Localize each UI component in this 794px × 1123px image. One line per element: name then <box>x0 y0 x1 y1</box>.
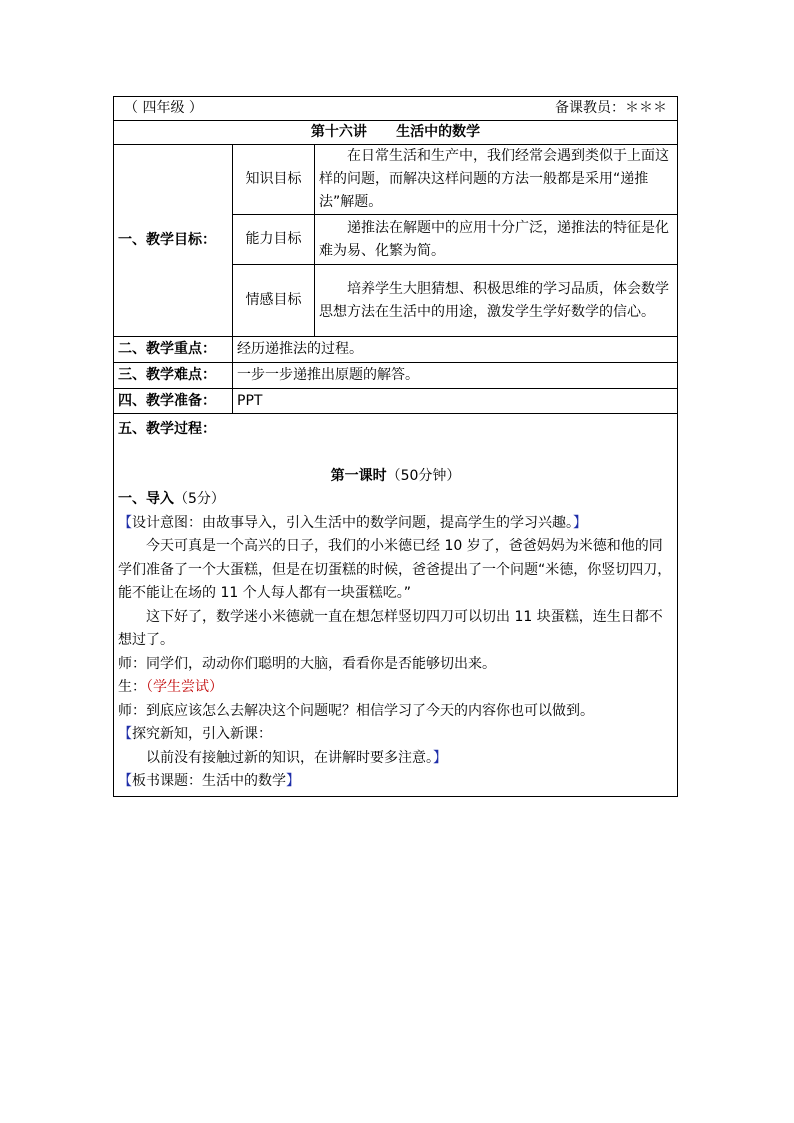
difficulty-label: 三、教学难点： <box>114 363 233 389</box>
lesson-plan-table <box>113 96 678 797</box>
objective-name-knowledge: 知识目标 <box>233 145 315 215</box>
objective-text-ability: 递推法在解题中的应用十分广泛，递推法的特征是化难为易、化繁为简。 <box>315 215 678 265</box>
lesson-title: 第十六讲 生活中的数学 <box>114 121 678 145</box>
key-point-row <box>114 337 678 363</box>
explore-body-text: 以前没有接触过新的知识，在讲解时要多注意。 <box>146 749 433 766</box>
design-text: 设计意图：由故事导入，引入生活中的数学问题，提高学生的学习兴趣。 <box>132 514 573 531</box>
objective-text-emotion: 培养学生大胆猜想、积极思维的学习品质，体会数学思想方法在生活中的用途，激发学生学好数学的信心。 <box>315 265 678 337</box>
explore-heading <box>118 723 673 747</box>
period-heading <box>118 465 673 489</box>
intro-title: 一、导入 <box>118 491 174 507</box>
preparation-label: 四、教学准备： <box>114 389 233 414</box>
objective-name-ability: 能力目标 <box>233 215 315 265</box>
objective-name-emotion: 情感目标 <box>233 265 315 337</box>
teacher-label: 备课教员：＊＊＊ <box>555 100 668 116</box>
board-bracket-close: 】 <box>286 773 300 789</box>
design-bracket-close: 】 <box>573 514 587 531</box>
period-duration: （50分钟） <box>386 467 461 484</box>
header-row <box>114 97 678 121</box>
intro-heading <box>118 488 673 512</box>
difficulty-value: 一步一步递推出原题的解答。 <box>233 363 678 389</box>
explore-body <box>118 747 673 771</box>
objective-text-knowledge: 在日常生活和生产中，我们经常会遇到类似于上面这样的问题，而解决这样问题的方法一般都是采用“递推法”解题。 <box>315 145 678 215</box>
objective-row-knowledge <box>114 145 678 215</box>
design-intent <box>118 512 673 536</box>
key-point-label: 二、教学重点： <box>114 337 233 363</box>
process-row <box>114 414 678 797</box>
board-text: 板书课题：生活中的数学 <box>132 773 286 789</box>
story-paragraph-1: 今天可真是一个高兴的日子，我们的小米德已经 10 岁了，爸爸妈妈为米德和他的同学们准备了一个大蛋糕，但是在切蛋糕的时候，爸爸提出了一个问题“米德，你竖切四刀，能不能让在场的 11 个人每人都有一块蛋糕吃。” <box>118 538 672 601</box>
explore-text: 探究新知，引入新课： <box>132 726 272 742</box>
board-title-line <box>118 770 673 794</box>
objectives-label: 一、教学目标： <box>114 145 233 337</box>
grade-label: （ 四年级 ） <box>124 100 203 116</box>
header-cell <box>114 97 678 121</box>
period-title: 第一课时 <box>330 467 387 484</box>
teacher-line-1: 师：同学们，动动你们聪明的大脑，看看你是否能够切出来。 <box>118 655 496 672</box>
key-point-value: 经历递推法的过程。 <box>233 337 678 363</box>
title-row <box>114 121 678 145</box>
process-cell <box>114 414 678 797</box>
student-line <box>118 676 673 700</box>
student-prefix: 生： <box>118 679 146 695</box>
spacer <box>118 442 673 465</box>
board-bracket-open: 【 <box>118 773 132 789</box>
lesson-plan-sheet <box>113 96 677 797</box>
teacher-line-2: 师：到底应该怎么去解决这个问题呢？相信学习了今天的内容你也可以做到。 <box>118 702 594 719</box>
preparation-row <box>114 389 678 414</box>
intro-duration: （5分） <box>174 491 225 507</box>
explore-bracket-open: 【 <box>118 726 132 742</box>
student-note: （学生尝试） <box>146 679 223 695</box>
difficulty-row <box>114 363 678 389</box>
preparation-value: PPT <box>233 389 678 414</box>
process-label: 五、教学过程： <box>118 421 216 437</box>
design-bracket-open: 【 <box>118 514 132 531</box>
story-paragraph-2: 这下好了，数学迷小米德就一直在想怎样竖切四刀可以切出 11 块蛋糕，连生日都不想过了。 <box>118 608 663 648</box>
explore-bracket-close: 】 <box>433 749 447 766</box>
